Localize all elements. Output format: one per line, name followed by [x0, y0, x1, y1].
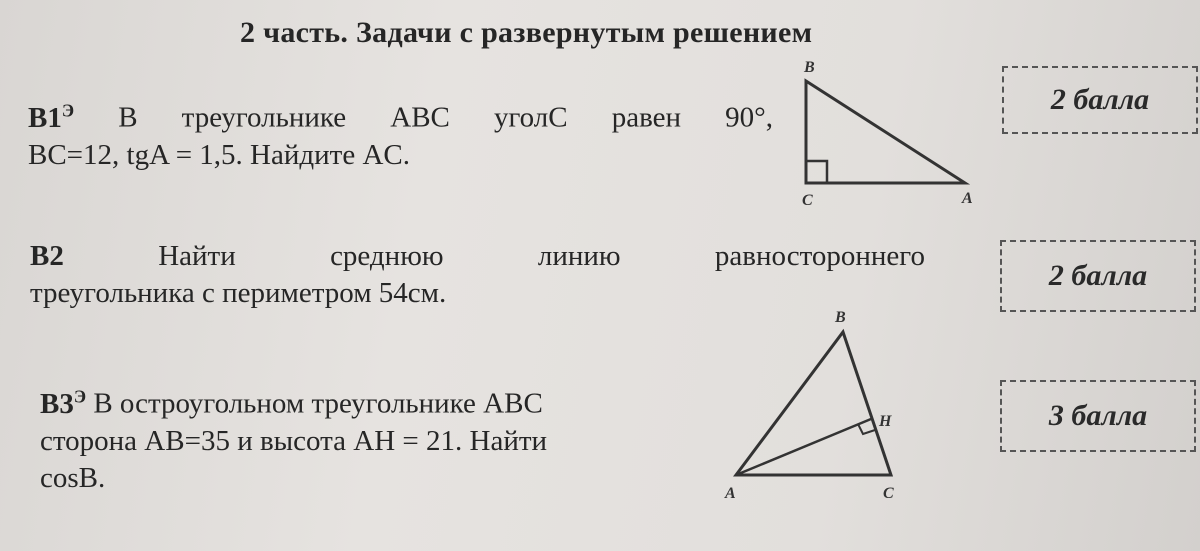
- task-b1-score: 2 балла: [1002, 66, 1198, 134]
- task-b3-line1: [40, 378, 680, 423]
- task-b2-word-3: линию: [537, 240, 621, 272]
- label-h: H: [879, 413, 892, 430]
- task-b3-score: 3 балла: [1000, 380, 1196, 452]
- label-c: C: [883, 485, 894, 502]
- label-b: B: [835, 309, 846, 326]
- task-b1-figure: [790, 55, 1020, 215]
- task-b3-number: $B3^Э$: [40, 386, 87, 420]
- section-heading: 2 часть. Задачи с развернутым решением: [240, 16, 813, 49]
- task-b3: [40, 378, 680, 497]
- label-b: B: [804, 59, 815, 76]
- task-b1: [28, 92, 773, 174]
- label-c: C: [802, 192, 813, 209]
- task-b1-line1: [28, 92, 773, 137]
- task-b1-number: $B1^Э$: [28, 100, 75, 134]
- task-b1-text-2: BC=12, tgA = 1,5. Найдите AC.: [28, 138, 410, 171]
- task-b2-word-2: среднюю: [330, 240, 444, 272]
- task-b3-text-1: В остроугольном треугольнике ABC: [93, 387, 543, 420]
- task-b2-score: 2 балла: [1000, 240, 1196, 312]
- task-b1-text-1: В треугольнике ABC уголC равен 90°,: [118, 101, 774, 134]
- task-b2-text-2: треугольника с периметром 54см.: [30, 277, 447, 309]
- task-b2-number: B2: [30, 240, 64, 272]
- task-b2-word-4: равностороннего: [714, 240, 925, 272]
- task-b3-text-3: cosB.: [40, 461, 106, 494]
- task-b3-sup: Э: [73, 386, 87, 406]
- right-angle-mark: [806, 161, 827, 183]
- task-b2-line1: [30, 238, 925, 275]
- right-triangle: [806, 81, 965, 183]
- task-b3-text-2: сторона AB=35 и высота AH = 21. Найти: [40, 424, 548, 457]
- label-a: A: [725, 485, 736, 502]
- task-b1-sup: Э: [61, 100, 75, 120]
- task-b2-word-1: Найти: [158, 240, 236, 272]
- task-b3-figure: [715, 300, 935, 512]
- acute-triangle: [736, 332, 891, 475]
- label-a: A: [962, 190, 973, 207]
- altitude-right-angle-mark: [858, 424, 875, 434]
